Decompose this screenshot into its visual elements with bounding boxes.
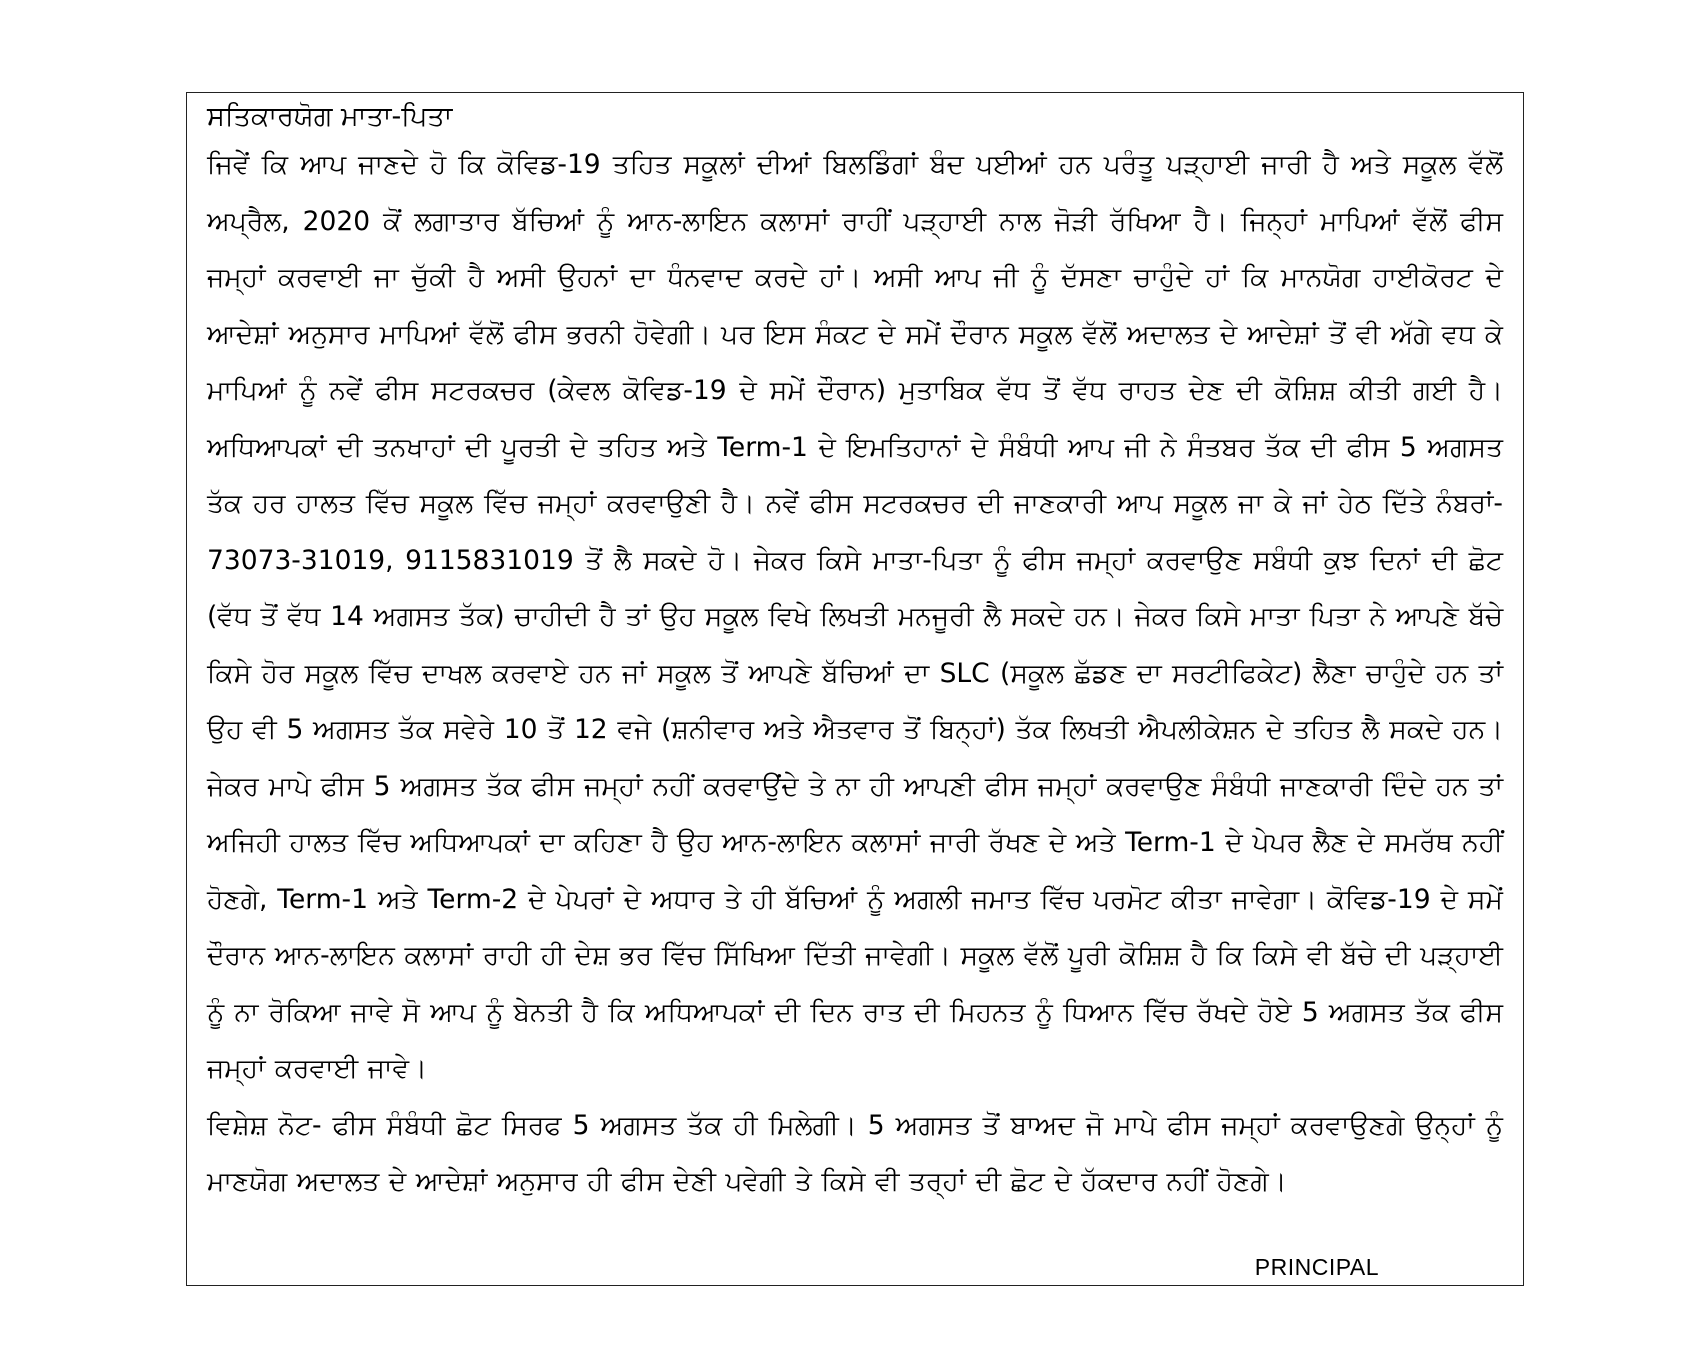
special-note-paragraph: ਵਿਸ਼ੇਸ਼ ਨੋਟ- ਫੀਸ ਸੰਬੰਧੀ ਛੋਟ ਸਿਰਫ 5 ਅਗਸਤ ਤੱਕ ਹੀ ਮਿਲੇਗੀ। 5 ਅਗਸਤ ਤੋਂ ਬਾਅਦ ਜੋ ਮਾਪੇ ਫੀਸ ਜਮ੍ਹਾਂ ਕਰਵਾਉਣਗੇ ਉਨ੍ਹਾਂ ਨੂੰ ਮਾਣਯੋਗ ਅਦਾਲਤ ਦੇ ਆਦੇਸ਼ਾਂ ਅਨੁਸਾਰ ਹੀ ਫੀਸ ਦੇਣੀ ਪਵੇਗੀ ਤੇ ਕਿਸੇ ਵੀ ਤਰ੍ਹਾਂ ਦੀ ਛੋਟ ਦੇ ਹੱਕਦਾਰ ਨਹੀਂ ਹੋਣਗੇ।	[207, 1109, 1503, 1197]
main-paragraph: ਜਿਵੇਂ ਕਿ ਆਪ ਜਾਣਦੇ ਹੋ ਕਿ ਕੋਵਿਡ-19 ਤਹਿਤ ਸਕੂਲਾਂ ਦੀਆਂ ਬਿਲਡਿੰਗਾਂ ਬੰਦ ਪਈਆਂ ਹਨ ਪਰੰਤੂ ਪੜ੍ਹਾਈ ਜਾਰੀ ਹੈ ਅਤੇ ਸਕੂਲ ਵੱਲੋਂ ਅਪ੍ਰੈਲ, 2020 ਕੋਂ ਲਗਾਤਾਰ ਬੱਚਿਆਂ ਨੂੰ ਆਨ-ਲਾਇਨ ਕਲਾਸਾਂ ਰਾਹੀਂ ਪੜ੍ਹਾਈ ਨਾਲ ਜੋੜੀ ਰੱਖਿਆ ਹੈ। ਜਿਨ੍ਹਾਂ ਮਾਪਿਆਂ ਵੱਲੋਂ ਫੀਸ ਜਮ੍ਹਾਂ ਕਰਵਾਈ ਜਾ ਚੁੱਕੀ ਹੈ ਅਸੀ ਉਹਨਾਂ ਦਾ ਧੰਨਵਾਦ ਕਰਦੇ ਹਾਂ। ਅਸੀ ਆਪ ਜੀ ਨੂੰ ਦੱਸਣਾ ਚਾਹੁੰਦੇ ਹਾਂ ਕਿ ਮਾਨਯੋਗ ਹਾਈਕੋਰਟ ਦੇ ਆਦੇਸ਼ਾਂ ਅਨੁਸਾਰ ਮਾਪਿਆਂ ਵੱਲੋਂ ਫੀਸ ਭਰਨੀ ਹੋਵੇਗੀ। ਪਰ ਇਸ ਸੰਕਟ ਦੇ ਸਮੇਂ ਦੌਰਾਨ ਸਕੂਲ ਵੱਲੋਂ ਅਦਾਲਤ ਦੇ ਆਦੇਸ਼ਾਂ ਤੋਂ ਵੀ ਅੱਗੇ ਵਧ ਕੇ ਮਾਪਿਆਂ ਨੂੰ ਨਵੇਂ ਫੀਸ ਸਟਰਕਚਰ (ਕੇਵਲ ਕੋਵਿਡ-19 ਦੇ ਸਮੇਂ ਦੌਰਾਨ) ਮੁਤਾਬਿਕ ਵੱਧ ਤੋਂ ਵੱਧ ਰਾਹਤ ਦੇਣ ਦੀ ਕੋਸ਼ਿਸ਼ ਕੀਤੀ ਗਈ ਹੈ। ਅਧਿਆਪਕਾਂ ਦੀ ਤਨਖਾਹਾਂ ਦੀ ਪੂਰਤੀ ਦੇ ਤਹਿਤ ਅਤੇ Term-1 ਦੇ ਇਮਤਿਹਾਨਾਂ ਦੇ ਸੰਬੰਧੀ ਆਪ ਜੀ ਨੇ ਸੰਤਬਰ ਤੱਕ ਦੀ ਫੀਸ 5 ਅਗਸਤ ਤੱਕ ਹਰ ਹਾਲਤ ਵਿੱਚ ਸਕੂਲ ਵਿੱਚ ਜਮ੍ਹਾਂ ਕਰਵਾਉਣੀ ਹੈ। ਨਵੇਂ ਫੀਸ ਸਟਰਕਚਰ ਦੀ ਜਾਣਕਾਰੀ ਆਪ ਸਕੂਲ ਜਾ ਕੇ ਜਾਂ ਹੇਠ ਦਿੱਤੇ ਨੰਬਰਾਂ- 73073-31019, 9115831019 ਤੋਂ ਲੈ ਸਕਦੇ ਹੋ। ਜੇਕਰ ਕਿਸੇ ਮਾਤਾ-ਪਿਤਾ ਨੂੰ ਫੀਸ ਜਮ੍ਹਾਂ ਕਰਵਾਉਣ ਸਬੰਧੀ ਕੁਝ ਦਿਨਾਂ ਦੀ ਛੋਟ (ਵੱਧ ਤੋਂ ਵੱਧ 14 ਅਗਸਤ ਤੱਕ) ਚਾਹੀਦੀ ਹੈ ਤਾਂ ਉਹ ਸਕੂਲ ਵਿਖੇ ਲਿਖਤੀ ਮਨਜੂਰੀ ਲੈ ਸਕਦੇ ਹਨ। ਜੇਕਰ ਕਿਸੇ ਮਾਤਾ ਪਿਤਾ ਨੇ ਆਪਣੇ ਬੱਚੇ ਕਿਸੇ ਹੋਰ ਸਕੂਲ ਵਿੱਚ ਦਾਖਲ ਕਰਵਾਏ ਹਨ ਜਾਂ ਸਕੂਲ ਤੋਂ ਆਪਣੇ ਬੱਚਿਆਂ ਦਾ SLC (ਸਕੂਲ ਛੱਡਣ ਦਾ ਸਰਟੀਫਿਕੇਟ) ਲੈਣਾ ਚਾਹੁੰਦੇ ਹਨ ਤਾਂ ਉਹ ਵੀ 5 ਅਗਸਤ ਤੱਕ ਸਵੇਰੇ 10 ਤੋਂ 12 ਵਜੇ (ਸ਼ਨੀਵਾਰ ਅਤੇ ਐਤਵਾਰ ਤੋਂ ਬਿਨ੍ਹਾਂ) ਤੱਕ ਲਿਖਤੀ ਐਪਲੀਕੇਸ਼ਨ ਦੇ ਤਹਿਤ ਲੈ ਸਕਦੇ ਹਨ। ਜੇਕਰ ਮਾਪੇ ਫੀਸ 5 ਅਗਸਤ ਤੱਕ ਫੀਸ ਜਮ੍ਹਾਂ ਨਹੀਂ ਕਰਵਾਉਂਦੇ ਤੇ ਨਾ ਹੀ ਆਪਣੀ ਫੀਸ ਜਮ੍ਹਾਂ ਕਰਵਾਉਣ ਸੰਬੰਧੀ ਜਾਣਕਾਰੀ ਦਿੰਦੇ ਹਨ ਤਾਂ ਅਜਿਹੀ ਹਾਲਤ ਵਿੱਚ ਅਧਿਆਪਕਾਂ ਦਾ ਕਹਿਣਾ ਹੈ ਉਹ ਆਨ-ਲਾਇਨ ਕਲਾਸਾਂ ਜਾਰੀ ਰੱਖਣ ਦੇ ਅਤੇ Term-1 ਦੇ ਪੇਪਰ ਲੈਣ ਦੇ ਸਮਰੱਥ ਨਹੀਂ ਹੋਣਗੇ, Term-1 ਅਤੇ Term-2 ਦੇ ਪੇਪਰਾਂ ਦੇ ਅਧਾਰ ਤੇ ਹੀ ਬੱਚਿਆਂ ਨੂੰ ਅਗਲੀ ਜਮਾਤ ਵਿੱਚ ਪਰਮੋਟ ਕੀਤਾ ਜਾਵੇਗਾ। ਕੋਵਿਡ-19 ਦੇ ਸਮੇਂ ਦੌਰਾਨ ਆਨ-ਲਾਇਨ ਕਲਾਸਾਂ ਰਾਹੀ ਹੀ ਦੇਸ਼ ਭਰ ਵਿੱਚ ਸਿੱਖਿਆ ਦਿੱਤੀ ਜਾਵੇਗੀ। ਸਕੂਲ ਵੱਲੋਂ ਪੂਰੀ ਕੋਸ਼ਿਸ਼ ਹੈ ਕਿ ਕਿਸੇ ਵੀ ਬੱਚੇ ਦੀ ਪੜ੍ਹਾਈ ਨੂੰ ਨਾ ਰੋਕਿਆ ਜਾਵੇ ਸੋ ਆਪ ਨੂੰ ਬੇਨਤੀ ਹੈ ਕਿ ਅਧਿਆਪਕਾਂ ਦੀ ਦਿਨ ਰਾਤ ਦੀ ਮਿਹਨਤ ਨੂੰ ਧਿਆਨ ਵਿੱਚ ਰੱਖਦੇ ਹੋਏ 5 ਅਗਸਤ ਤੱਕ ਫੀਸ ਜਮ੍ਹਾਂ ਕਰਵਾਈ ਜਾਵੇ।	[207, 149, 1503, 1084]
notice-box	[186, 92, 1524, 1286]
signature-principal: PRINCIPAL	[1254, 1254, 1379, 1280]
salutation: ਸਤਿਕਾਰਯੋਗ ਮਾਤਾ-ਪਿਤਾ	[207, 101, 453, 132]
